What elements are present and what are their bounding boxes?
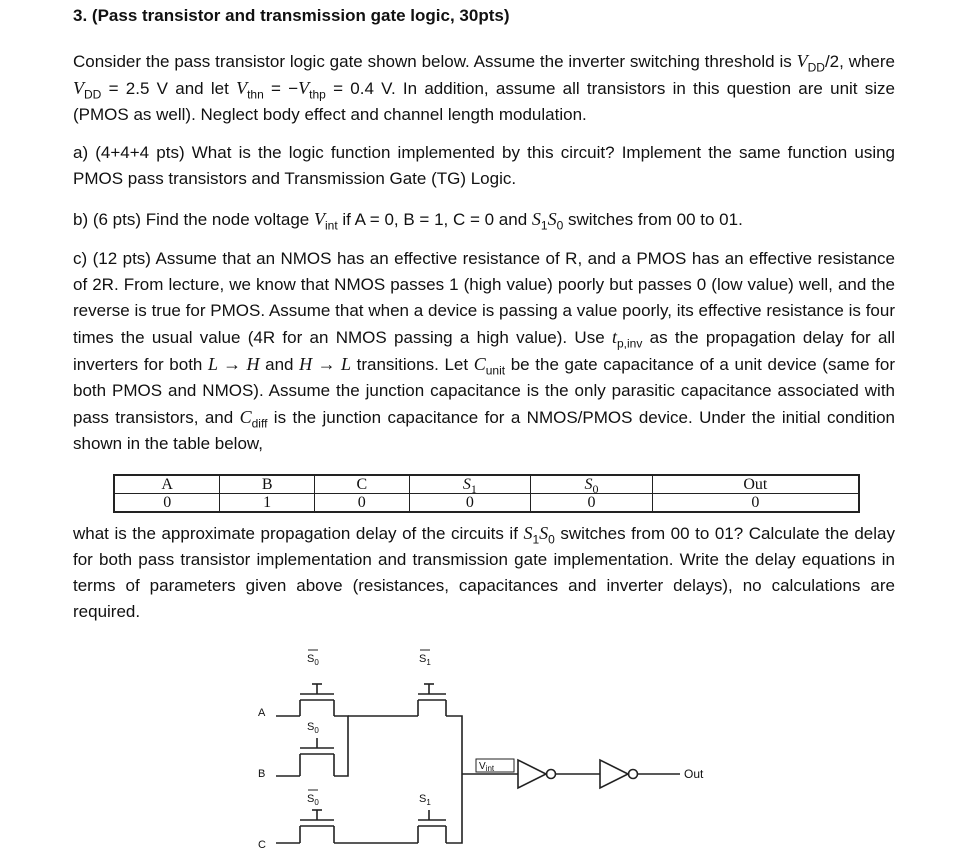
part-a: a) (4+4+4 pts) What is the logic function implemented by this circuit? Implement the same function using PMOS pass transistors and Transmission Gate (TG) Logic.	[73, 143, 895, 188]
intro-paragraph: Consider the pass transistor logic gate shown below. Assume the inverter switching threshold is $V_{DD}/2$, where $V_{DD} = 2.5$ V and let $V_{thn} = -V_{thp} = 0.4$ V. In addition, assume all transistors in this question are unit size (PMOS as well). Neglect body effect and channel length modulation.	[73, 51, 896, 124]
cell-s0: 0	[531, 494, 653, 513]
label-input-b: B	[258, 768, 266, 780]
header-b: B	[220, 475, 315, 494]
header-c: C	[314, 475, 409, 494]
label-out: Out	[684, 767, 704, 781]
label-s0bar-top: $S_0$	[307, 653, 319, 667]
label-s0-mid: $S_0$	[307, 721, 319, 735]
part-b: b) (6 pts) Find the node voltage $V_{int}$ if A = 0, B = 1, C = 0 and $S_1S_0$ switches from 00 to 01.	[73, 209, 743, 233]
part-c-question: what is the approximate propagation delay of the circuits if $S_1S_0$ switches from 00 to 01? Calculate the delay for both pass transistor implementation and transmission gate implementation. Write the delay equations in terms of parameters given above (resistances, capacitances and inverter delays), no calculations are required.	[73, 523, 895, 621]
label-s1bar-top: $S_1$	[419, 653, 431, 667]
cell-c: 0	[314, 494, 409, 513]
label-input-c: C	[258, 839, 266, 851]
nmos-t5	[418, 810, 446, 843]
label-vint: $V_{int}$	[479, 761, 495, 773]
header-out: Out	[652, 475, 859, 494]
cell-a: 0	[114, 494, 220, 513]
nmos-t2	[300, 738, 334, 776]
label-input-a: A	[258, 707, 266, 719]
label-s1-low: $S_1$	[419, 793, 431, 807]
cell-s1: 0	[409, 494, 531, 513]
header-s1: $S_1$	[409, 475, 531, 494]
header-a: A	[114, 475, 220, 494]
nmos-t1	[300, 684, 334, 716]
inverter-1	[518, 760, 556, 788]
part-c: c) (12 pts) Assume that an NMOS has an effective resistance of R, and a PMOS has an effective resistance of 2R. From lecture, we know that NMOS passes 1 (high value) poorly but passes 0 (low value) well, and the reverse is true for PMOS. Assume that when a device is passing a value poorly, its effective resistance is four times the usual value (4R for an NMOS passing a high value). Use $t_{p,inv}$ as the propagation delay for all inverters for both L → H and H → L transitions. Let $C_{unit}$ be the gate capacitance of a unit device (same for both PMOS and NMOS). Assume the junction capacitance is the only parasitic capacitance associated with pass transistors, and $C_{diff}$ is the junction capacitance for a NMOS/PMOS device. Under the initial condition shown in the table below,	[73, 249, 896, 453]
wire-node1	[334, 716, 348, 776]
cell-out: 0	[652, 494, 859, 513]
inverter-2	[600, 760, 638, 788]
question-heading: 3. (Pass transistor and transmission gate logic, 30pts)	[73, 6, 510, 25]
nmos-t3	[300, 810, 334, 843]
label-s0bar-low: $S_0$	[307, 793, 319, 807]
nmos-t4	[418, 684, 446, 716]
cell-b: 1	[220, 494, 315, 513]
header-s0: $S_0$	[531, 475, 653, 494]
wire-vint-merge	[446, 716, 462, 843]
